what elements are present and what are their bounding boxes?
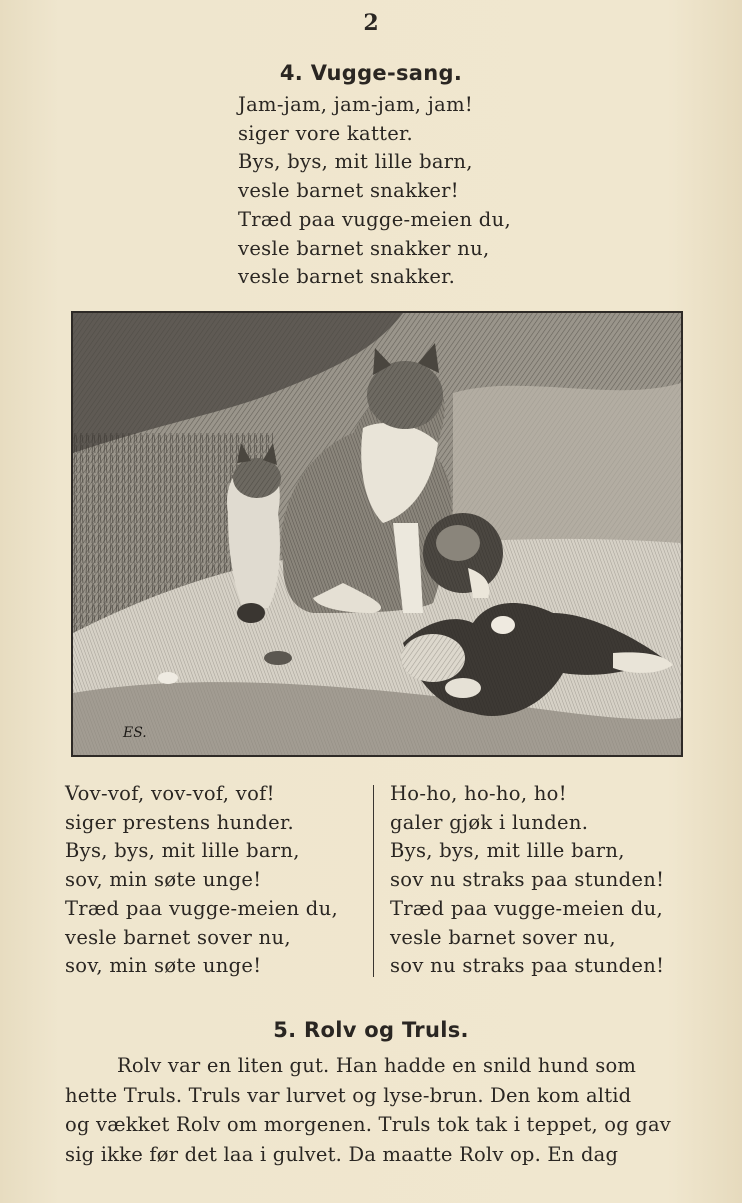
artist-signature: ES. xyxy=(123,725,147,741)
verse-line: Træd paa vugge-meien du, xyxy=(238,207,511,231)
paragraph-line: hette Truls. Truls var lurvet og lyse-brun. Den kom altid xyxy=(65,1083,632,1107)
verse-line: siger prestens hunder. xyxy=(65,810,294,834)
page-number: 2 xyxy=(363,10,379,36)
column-divider xyxy=(373,785,374,977)
verse-line: siger vore katter. xyxy=(238,121,414,145)
verse-line: sov, min søte unge! xyxy=(65,868,262,892)
verse-line: Ho-ho, ho-ho, ho! xyxy=(390,782,567,805)
verse-line: vesle barnet sover nu, xyxy=(390,925,616,949)
verse-line: Træd paa vugge-meien du, xyxy=(65,896,338,920)
verse-line: Bys, bys, mit lille barn, xyxy=(238,150,473,174)
verse-line: Træd paa vugge-meien du, xyxy=(390,896,663,920)
verse-line: Bys, bys, mit lille barn, xyxy=(65,839,300,863)
verse-line: galer gjøk i lunden. xyxy=(390,810,589,834)
paragraph-line: og vækket Rolv om morgenen. Truls tok tak i teppet, og gav xyxy=(65,1113,671,1136)
section-4-heading: 4. Vugge-sang. xyxy=(279,61,463,85)
verse-3 xyxy=(390,780,664,981)
verse-line: vesle barnet snakker. xyxy=(238,265,456,289)
verse-line: sov, min søte unge! xyxy=(65,954,262,978)
verse-1 xyxy=(238,91,511,292)
verse-line: Jam-jam, jam-jam, jam! xyxy=(238,93,473,116)
section-5-heading: 5. Rolv og Truls. xyxy=(273,1018,469,1042)
paragraph-line: Rolv var en liten gut. Han hadde en snild hund som xyxy=(117,1054,637,1077)
verse-line: vesle barnet snakker! xyxy=(238,179,459,203)
verse-line: Vov-vof, vov-vof, vof! xyxy=(65,782,275,805)
verse-line: Bys, bys, mit lille barn, xyxy=(390,839,625,863)
verse-line: vesle barnet snakker nu, xyxy=(238,236,490,260)
verse-line: sov nu straks paa stunden! xyxy=(390,954,665,978)
verse-line: vesle barnet sover nu, xyxy=(65,925,291,949)
verse-line: sov nu straks paa stunden! xyxy=(390,868,665,892)
verse-2 xyxy=(65,780,338,981)
story-paragraph xyxy=(65,1051,685,1169)
paragraph-line: sig ikke før det laa i gulvet. Da maatte Rolv op. En dag xyxy=(65,1142,619,1166)
cats-illustration xyxy=(71,311,683,757)
